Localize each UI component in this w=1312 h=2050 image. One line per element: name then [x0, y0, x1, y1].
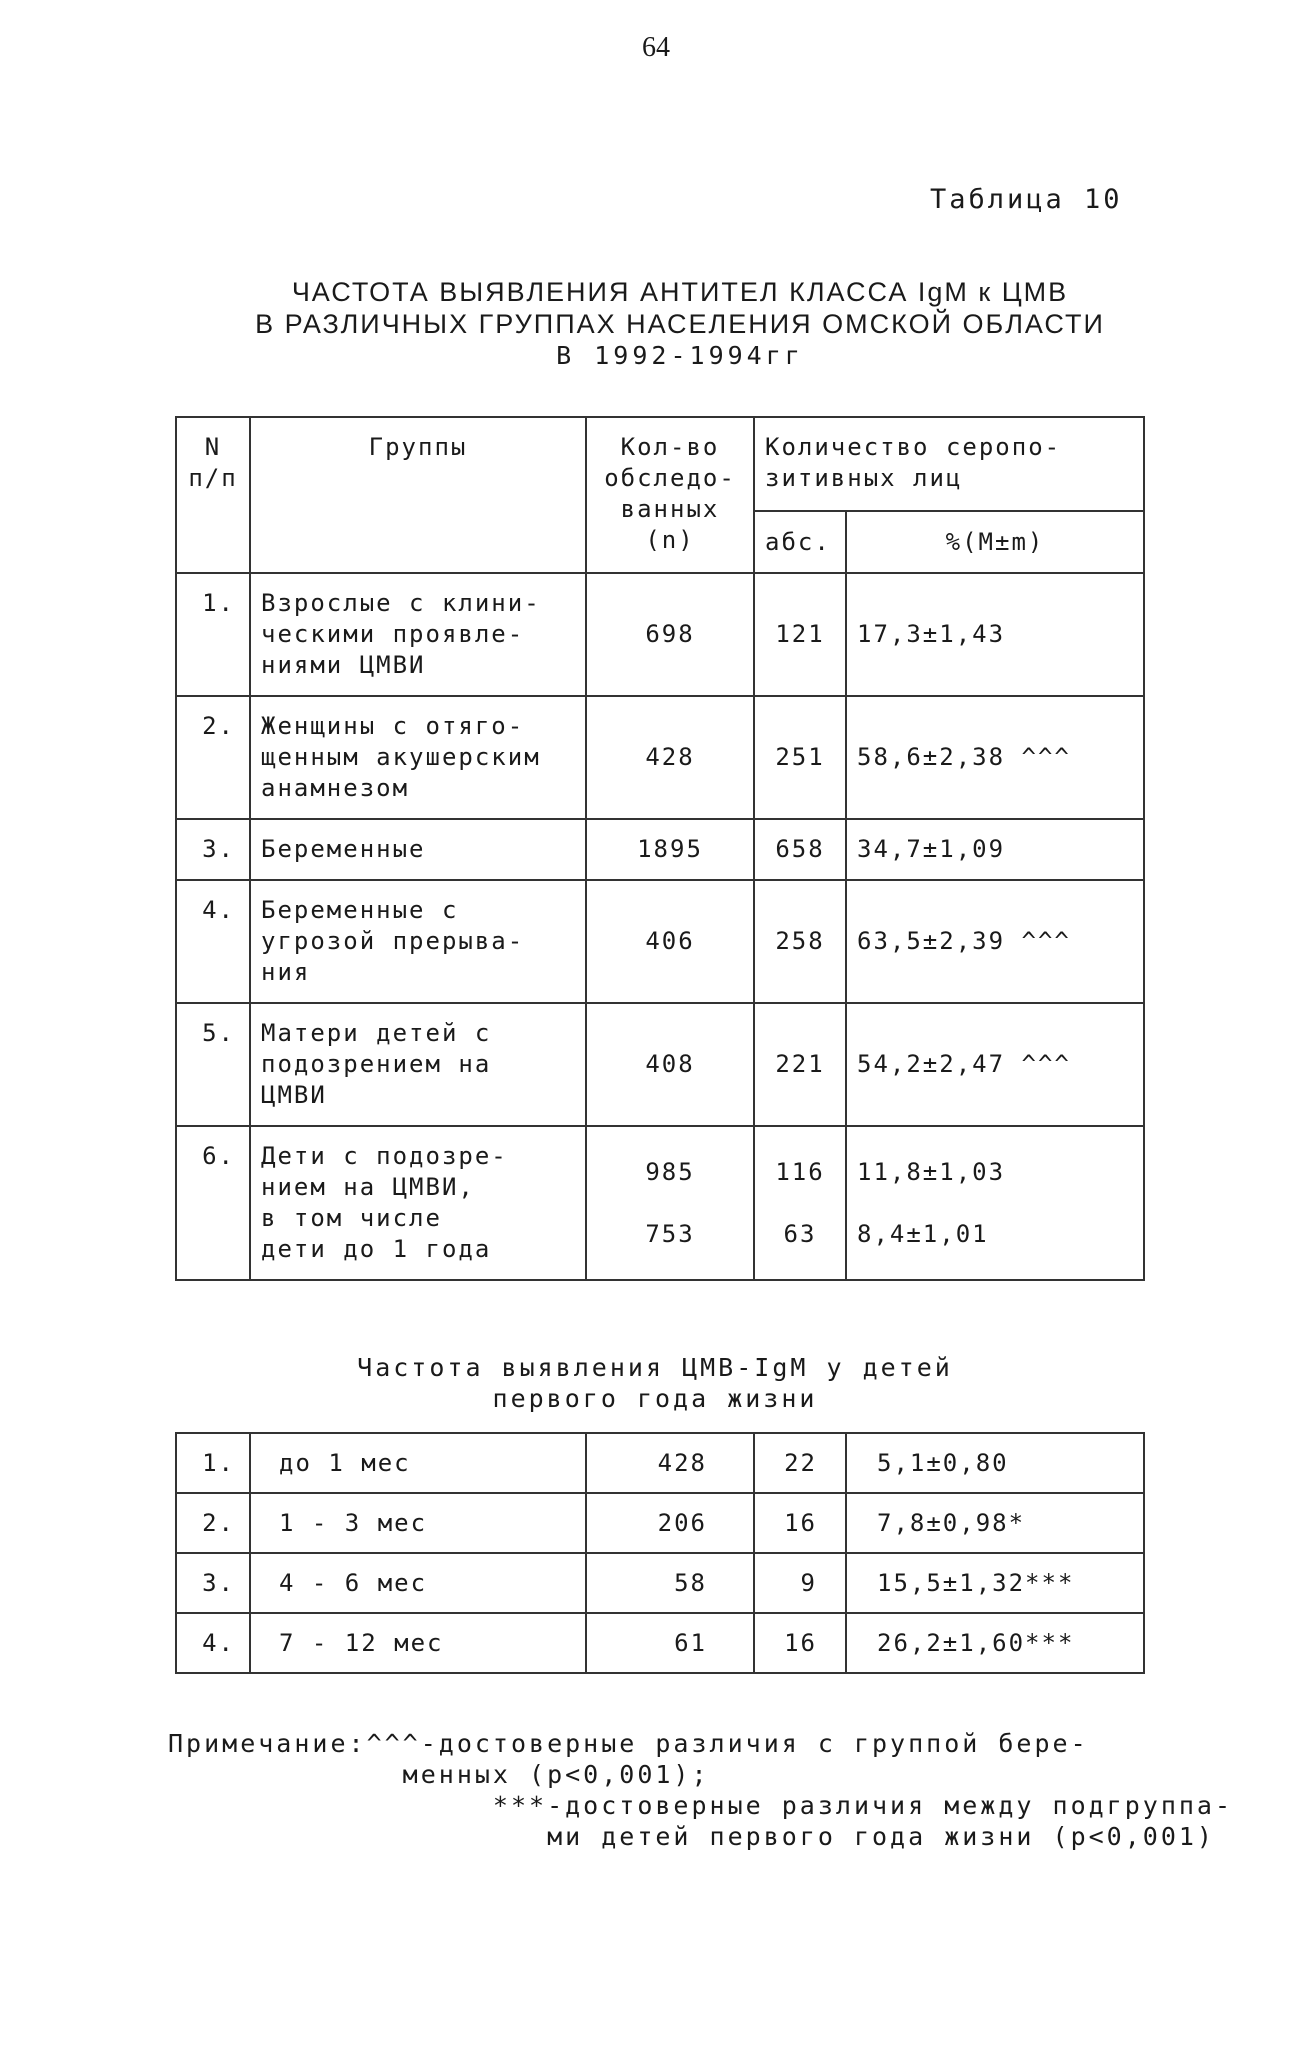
- row-count: 406: [586, 880, 754, 1003]
- header-seropositive: Количество серопо- зитивных лиц: [754, 417, 1144, 511]
- table-row: [176, 1126, 1144, 1280]
- months-table-body: [176, 1433, 1144, 1673]
- table-row: [176, 1553, 1144, 1613]
- main-table-body: [176, 573, 1144, 1280]
- row-number: 2.: [176, 696, 250, 819]
- row-percent: 17,3±1,43: [846, 573, 1144, 696]
- row-number: 4.: [176, 880, 250, 1003]
- row-abs: 658: [754, 819, 846, 880]
- note-line-4: ми детей первого года жизни (p<0,001): [168, 1822, 1215, 1851]
- title-line-2: В РАЗЛИЧНЫХ ГРУППАХ НАСЕЛЕНИЯ ОМСКОЙ ОБЛАСТИ: [255, 309, 1105, 339]
- row-percent: 34,7±1,09: [846, 819, 1144, 880]
- note-line-3: ***-достоверные различия между подгруппа-: [168, 1791, 1234, 1820]
- row-number: 3.: [176, 819, 250, 880]
- row-abs: 116 63: [754, 1126, 846, 1280]
- row-abs: 251: [754, 696, 846, 819]
- note-line-2: менных (p<0,001);: [168, 1760, 710, 1789]
- row-age: 4 - 6 мес: [250, 1553, 586, 1613]
- note-line-1: Примечание:^^^-достоверные различия с группой бере-: [168, 1729, 1089, 1758]
- row-percent: 26,2±1,60***: [846, 1613, 1144, 1673]
- row-abs: 121: [754, 573, 846, 696]
- row-abs: 258: [754, 880, 846, 1003]
- row-percent: 63,5±2,39 ^^^: [846, 880, 1144, 1003]
- row-number: 3.: [176, 1553, 250, 1613]
- row-count: 408: [586, 1003, 754, 1126]
- row-count: 206: [586, 1493, 754, 1553]
- table-row: [176, 1433, 1144, 1493]
- row-group: Взрослые с клини- ческими проявле- ниями ЦМВИ: [250, 573, 586, 696]
- header-count: Кол-во обследо- ванных (n): [586, 417, 754, 573]
- row-count: 428: [586, 696, 754, 819]
- row-group: Беременные с угрозой прерыва- ния: [250, 880, 586, 1003]
- row-number: 1.: [176, 1433, 250, 1493]
- header-abs: абс.: [754, 511, 846, 573]
- table-number: Таблица 10: [930, 184, 1123, 215]
- row-number: 4.: [176, 1613, 250, 1673]
- row-abs: 16: [754, 1613, 846, 1673]
- row-age: 1 - 3 мес: [250, 1493, 586, 1553]
- table-row: [176, 696, 1144, 819]
- row-age: до 1 мес: [250, 1433, 586, 1493]
- title-line-3: В 1992-1994гг: [556, 341, 804, 370]
- row-count: 985 753: [586, 1126, 754, 1280]
- subtitle: Частота выявления ЦМВ-IgM у детей первого года жизни: [357, 1353, 953, 1413]
- row-abs: 9: [754, 1553, 846, 1613]
- header-row: [176, 417, 1144, 511]
- table-row: [176, 1493, 1144, 1553]
- table-row: [176, 819, 1144, 880]
- row-count: 698: [586, 573, 754, 696]
- row-number: 6.: [176, 1126, 250, 1280]
- row-percent: 15,5±1,32***: [846, 1553, 1144, 1613]
- header-n: N п/п: [176, 417, 250, 573]
- row-number: 2.: [176, 1493, 250, 1553]
- row-percent: 5,1±0,80: [846, 1433, 1144, 1493]
- row-percent: 11,8±1,03 8,4±1,01: [846, 1126, 1144, 1280]
- row-number: 5.: [176, 1003, 250, 1126]
- months-table: [175, 1432, 1145, 1674]
- header-pct: %(M±m): [846, 511, 1144, 573]
- row-percent: 54,2±2,47 ^^^: [846, 1003, 1144, 1126]
- row-count: 58: [586, 1553, 754, 1613]
- footnote: [168, 1728, 1234, 1852]
- row-group: Дети с подозре- нием на ЦМВИ, в том числе дети до 1 года: [250, 1126, 586, 1280]
- row-group: Женщины с отяго- щенным акушерским анамнезом: [250, 696, 586, 819]
- header-group: Группы: [250, 417, 586, 573]
- page-number: 64: [642, 32, 670, 63]
- row-number: 1.: [176, 573, 250, 696]
- row-abs: 16: [754, 1493, 846, 1553]
- row-count: 428: [586, 1433, 754, 1493]
- table-row: [176, 573, 1144, 696]
- row-abs: 221: [754, 1003, 846, 1126]
- table-row: [176, 1613, 1144, 1673]
- table-title: [230, 276, 1130, 372]
- row-percent: 58,6±2,38 ^^^: [846, 696, 1144, 819]
- main-table: [175, 416, 1145, 1281]
- row-abs: 22: [754, 1433, 846, 1493]
- row-group: Матери детей с подозрением на ЦМВИ: [250, 1003, 586, 1126]
- title-line-1: ЧАСТОТА ВЫЯВЛЕНИЯ АНТИТЕЛ КЛАССА IgM к ЦМВ: [291, 277, 1069, 307]
- row-count: 61: [586, 1613, 754, 1673]
- row-group: Беременные: [250, 819, 586, 880]
- row-count: 1895: [586, 819, 754, 880]
- table-row: [176, 880, 1144, 1003]
- table-row: [176, 1003, 1144, 1126]
- row-age: 7 - 12 мес: [250, 1613, 586, 1673]
- row-percent: 7,8±0,98*: [846, 1493, 1144, 1553]
